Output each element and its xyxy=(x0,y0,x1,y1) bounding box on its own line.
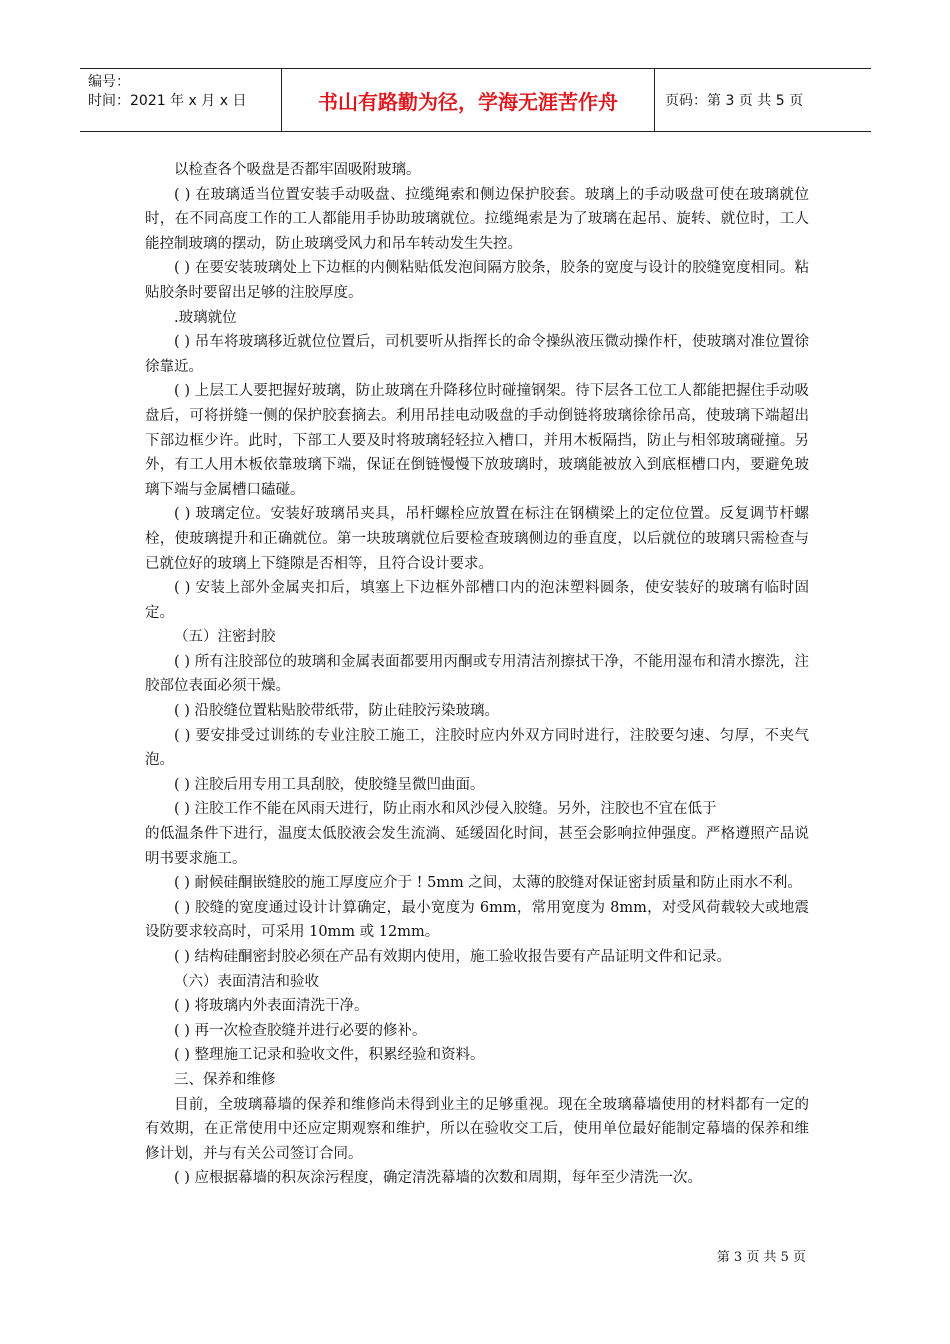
document-number: 编号： xyxy=(88,74,130,90)
page-footer-number: 第 3 页 共 5 页 xyxy=(716,1250,806,1265)
document-time: 时间：2021 年 x 月 x 日 xyxy=(88,93,247,109)
paragraph: ( ) 吊车将玻璃移近就位位置后，司机要听从指挥长的命令操纵液压微动操作杆，使玻璃对准位置徐徐靠近。 xyxy=(145,334,809,375)
paragraph: ( ) 注胶工作不能在风雨天进行，防止雨水和风沙侵入胶缝。另外，注胶也不宜在低于 xyxy=(174,801,717,818)
paragraph: ( ) 要安排受过训练的专业注胶工施工，注胶时应内外双方同时进行，注胶要匀速、匀厚，不夹气泡。 xyxy=(145,727,809,769)
paragraph: 的低温条件下进行，温度太低胶液会发生流淌、延缓固化时间，甚至会影响拉伸强度。严格遵照产品说明书要求施工。 xyxy=(145,826,809,867)
paragraph: ( ) 再一次检查胶缝并进行必要的修补。 xyxy=(174,1022,427,1039)
header-motto: 书山有路勤为径，学海无涯苦作舟 xyxy=(318,89,618,114)
paragraph: ( ) 玻璃定位。安装好玻璃吊夹具，吊杆螺栓应放置在标注在钢横梁上的定位位置。反复调节杆螺栓，使玻璃提升和正确就位。第一块玻璃就位后要检查玻璃侧边的垂直度，以后就位的玻璃只需检查与已就位好的玻璃上下缝隙是否相等，且符合设计要求。 xyxy=(145,506,809,572)
header-motto-cell xyxy=(282,69,655,131)
paragraph: 以检查各个吸盘是否都牢固吸附玻璃。 xyxy=(174,162,421,178)
paragraph: ( ) 整理施工记录和验收文件，积累经验和资料。 xyxy=(174,1047,485,1064)
section-heading: .玻璃就位 xyxy=(174,309,237,326)
header-meta xyxy=(80,69,282,131)
paragraph: ( ) 所有注胶部位的玻璃和金属表面都要用丙酮或专用清洁剂擦拭干净，不能用湿布和清水擦洗，注胶部位表面必须干燥。 xyxy=(145,653,809,695)
section-heading: 三、保养和维修 xyxy=(174,1071,276,1088)
paragraph: ( ) 注胶后用专用工具刮胶，使胶缝呈微凹曲面。 xyxy=(174,776,485,793)
paragraph: ( ) 胶缝的宽度通过设计计算确定，最小宽度为 6mm，常用宽度为 8mm，对受风荷载较大或地震设防要求较高时，可采用 10mm 或 12mm。 xyxy=(145,899,809,941)
section-heading: （六）表面清洁和验收 xyxy=(174,973,319,990)
section-heading: （五）注密封胶 xyxy=(174,629,276,646)
paragraph: ( ) 在玻璃适当位置安装手动吸盘、拉缆绳索和侧边保护胶套。玻璃上的手动吸盘可使在玻璃就位时，在不同高度工作的工人都能用手协助玻璃就位。拉缆绳索是为了玻璃在起吊、旋转、就位时，工人能控制玻璃的摆动，防止玻璃受风力和吊车转动发生失控。 xyxy=(145,186,809,252)
paragraph: ( ) 耐候硅酮嵌缝胶的施工厚度应介于 ! 5mm 之间，太薄的胶缝对保证密封质量和防止雨水不利。 xyxy=(174,875,802,892)
header-page-number: 页码：第 3 页 共 5 页 xyxy=(665,93,804,109)
paragraph: ( ) 安装上部外金属夹扣后，填塞上下边框外部槽口内的泡沫塑料圆条，使安装好的玻璃有临时固定。 xyxy=(145,580,809,621)
paragraph: ( ) 在要安装玻璃处上下边框的内侧粘贴低发泡间隔方胶条，胶条的宽度与设计的胶缝宽度相同。粘贴胶条时要留出足够的注胶厚度。 xyxy=(145,260,809,301)
paragraph: ( ) 上层工人要把握好玻璃，防止玻璃在升降移位时碰撞钢架。待下层各工位工人都能把握住手动吸盘后，可将拼缝一侧的保护胶套摘去。利用吊挂电动吸盘的手动倒链将玻璃徐徐吊高，使玻璃下端超出下部边框少许。此时，下部工人要及时将玻璃轻轻拉入槽口，并用木板隔挡，防止与相邻玻璃碰撞。另外，有工人用木板依靠玻璃下端，保证在倒链慢慢下放玻璃时，玻璃能被放入到底框槽口内，要避免玻璃下端与金属槽口磕碰。 xyxy=(145,383,809,498)
paragraph: ( ) 应根据幕墙的积灰涂污程度，确定清洗幕墙的次数和周期，每年至少清洗一次。 xyxy=(174,1170,703,1187)
paragraph: ( ) 结构硅酮密封胶必须在产品有效期内使用，施工验收报告要有产品证明文件和记录。 xyxy=(174,949,732,965)
page-header xyxy=(80,68,871,132)
document-body xyxy=(145,158,809,1191)
paragraph: ( ) 将玻璃内外表面清洗干净。 xyxy=(174,998,369,1015)
paragraph: ( ) 沿胶缝位置粘贴胶带纸带，防止硅胶污染玻璃。 xyxy=(174,703,500,720)
paragraph: 目前，全玻璃幕墙的保养和维修尚未得到业主的足够重视。现在全玻璃幕墙使用的材料都有一定的有效期，在正常使用中还应定期观察和维护，所以在验收交工后，使用单位最好能制定幕墙的保养和维修计划，并与有关公司签订合同。 xyxy=(145,1096,809,1162)
